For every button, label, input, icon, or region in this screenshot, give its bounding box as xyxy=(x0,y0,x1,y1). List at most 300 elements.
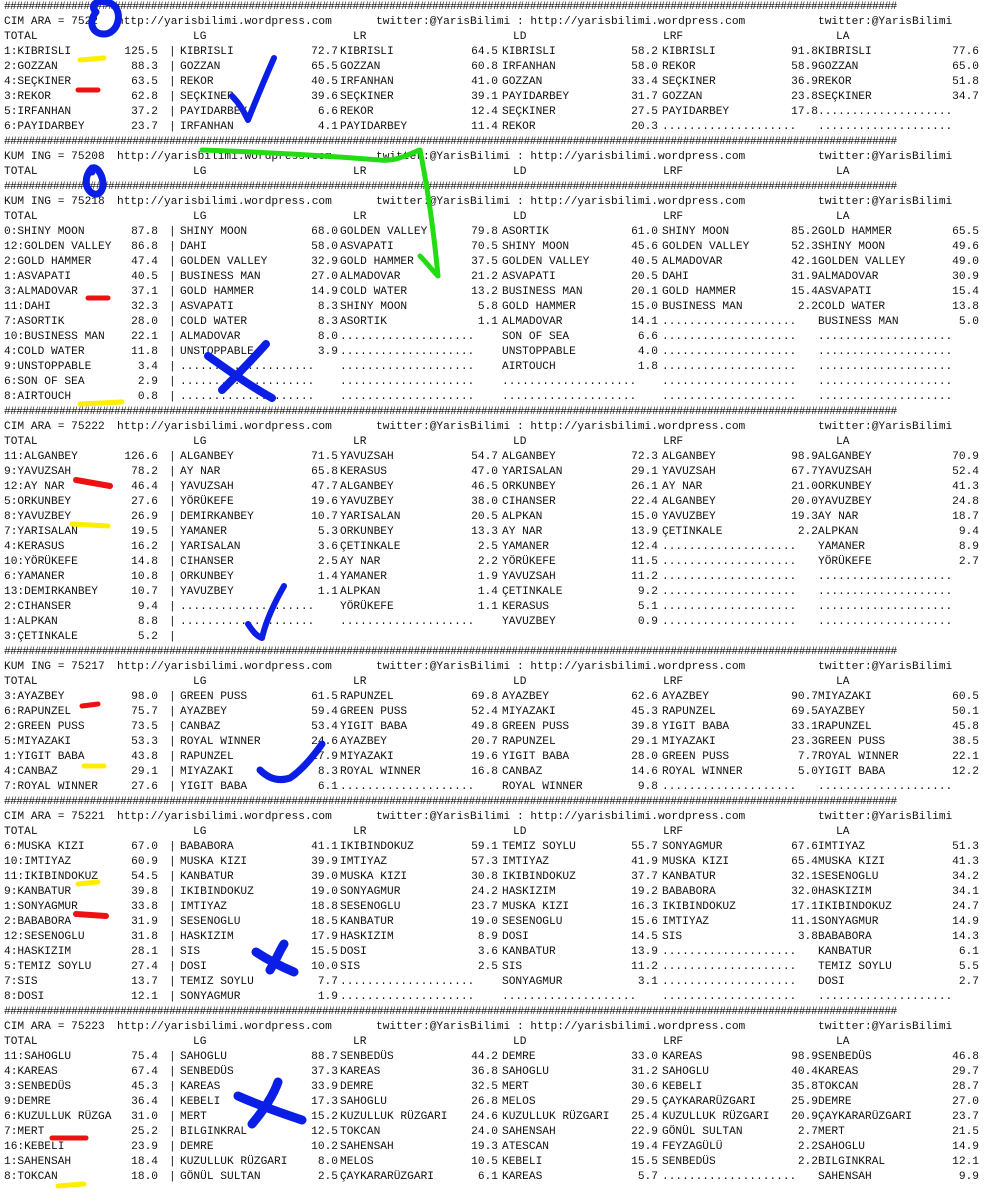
column-divider: | xyxy=(169,691,176,703)
score-value: 49.0 xyxy=(952,256,979,268)
score-value: 12.4 xyxy=(471,106,498,118)
horse-name: SENBEDÜS xyxy=(180,1066,234,1078)
horse-name: .................... xyxy=(340,331,475,343)
twitter-text: twitter:@YarisBilimi : http://yarisbilimi.wordpress.com xyxy=(376,196,746,208)
horse-name: REKOR xyxy=(502,121,536,133)
score-value: 7.7 xyxy=(317,976,338,988)
separator-text: ################################################################################################################################################## xyxy=(4,136,897,148)
horse-name: 10:IMTIYAZ xyxy=(4,856,72,868)
horse-name: YÖRÜKEFE xyxy=(340,601,394,613)
column-header-row xyxy=(4,825,1003,840)
horse-name: ALGANBEY xyxy=(502,451,556,463)
score-value: 8.3 xyxy=(317,766,338,778)
horse-name: ALMADOVAR xyxy=(502,316,563,328)
score-value: 28.1 xyxy=(131,946,158,958)
score-value: 22.1 xyxy=(952,751,979,763)
separator-text: ################################################################################################################################################## xyxy=(4,181,897,193)
score-value: 37.5 xyxy=(471,256,498,268)
horse-name: SEÇKINER xyxy=(662,76,716,88)
score-value: 54.5 xyxy=(131,871,158,883)
score-value: 2.5 xyxy=(317,556,338,568)
score-value: 65.0 xyxy=(952,61,979,73)
column-divider: | xyxy=(169,1126,176,1138)
table-row xyxy=(4,105,1003,120)
column-header: TOTAL xyxy=(4,436,38,448)
horse-name: .................... xyxy=(662,586,797,598)
horse-name: 11:IKIBINDOKUZ xyxy=(4,871,98,883)
score-value: 2.2 xyxy=(797,1141,818,1153)
horse-name: ORKUNBEY xyxy=(502,481,556,493)
score-value: 3.6 xyxy=(317,541,338,553)
column-header: LA xyxy=(836,676,850,688)
horse-name: DOSI xyxy=(340,946,367,958)
horse-name: DEMRE xyxy=(340,1081,374,1093)
horse-name: SEÇKINER xyxy=(180,91,234,103)
horse-name: YAVUZBEY xyxy=(662,511,716,523)
horse-name: 7:ROYAL WINNER xyxy=(4,781,98,793)
column-divider: | xyxy=(169,1156,176,1168)
score-value: 24.0 xyxy=(471,1126,498,1138)
column-header: LRF xyxy=(663,1036,684,1048)
score-value: 32.9 xyxy=(311,256,338,268)
horse-name: .................... xyxy=(818,391,953,403)
horse-name: ASORTIK xyxy=(502,226,549,238)
horse-name: YARISALAN xyxy=(180,541,241,553)
horse-name: DAHI xyxy=(662,271,689,283)
score-value: 27.0 xyxy=(952,1096,979,1108)
score-value: 50.1 xyxy=(952,706,979,718)
score-value: 33.1 xyxy=(791,721,818,733)
score-value: 65.4 xyxy=(791,856,818,868)
table-row xyxy=(4,870,1003,885)
horse-name: KERASUS xyxy=(502,601,549,613)
score-value: 8.3 xyxy=(317,316,338,328)
score-value: 31.9 xyxy=(131,916,158,928)
horse-name: COLD WATER xyxy=(340,286,408,298)
score-value: 29.1 xyxy=(131,766,158,778)
column-header: LR xyxy=(353,676,367,688)
horse-name: GOLD HAMMER xyxy=(818,226,892,238)
table-row xyxy=(4,330,1003,345)
score-value: 45.3 xyxy=(631,706,658,718)
score-value: 19.0 xyxy=(471,916,498,928)
horse-name: ALPKAN xyxy=(340,586,381,598)
horse-name: BILGINKRAL xyxy=(818,1156,886,1168)
horse-name: HASKIZIM xyxy=(180,931,234,943)
horse-name: 5:IRFANHAN xyxy=(4,106,72,118)
horse-name: .................... xyxy=(662,331,797,343)
score-value: 20.7 xyxy=(471,736,498,748)
horse-name: SAHENSAH xyxy=(818,1171,872,1183)
score-value: 49.8 xyxy=(471,721,498,733)
horse-name: .................... xyxy=(818,571,953,583)
horse-name: REKOR xyxy=(662,61,696,73)
score-value: 34.2 xyxy=(952,871,979,883)
score-value: 45.3 xyxy=(131,1081,158,1093)
column-divider: | xyxy=(169,1141,176,1153)
horse-name: KAREAS xyxy=(662,1051,703,1063)
score-value: 29.7 xyxy=(952,1066,979,1078)
column-header: TOTAL xyxy=(4,676,38,688)
score-value: 67.7 xyxy=(791,466,818,478)
score-value: 88.7 xyxy=(311,1051,338,1063)
horse-name: .................... xyxy=(180,601,315,613)
score-value: 5.8 xyxy=(477,301,498,313)
horse-name: YAVUZSAH xyxy=(502,571,556,583)
horse-name: IMTIYAZ xyxy=(502,856,549,868)
score-value: 5.1 xyxy=(637,601,658,613)
horse-name: IMTIYAZ xyxy=(818,841,865,853)
horse-name: YIGIT BABA xyxy=(340,721,408,733)
horse-name: PAYIDARBEY xyxy=(662,106,730,118)
horse-name: SENBEDÜS xyxy=(662,1156,716,1168)
score-value: 98.9 xyxy=(791,1051,818,1063)
horse-name: SIS xyxy=(340,961,361,973)
score-value: 11.8 xyxy=(131,346,158,358)
score-value: 5.2 xyxy=(137,631,158,643)
horse-name: 8:DOSI xyxy=(4,991,45,1003)
score-value: 19.6 xyxy=(311,496,338,508)
score-value: 52.4 xyxy=(471,706,498,718)
score-value: 11.1 xyxy=(791,916,818,928)
score-value: 26.1 xyxy=(631,481,658,493)
horse-name: 0:SHINY MOON xyxy=(4,226,85,238)
table-row xyxy=(4,735,1003,750)
score-value: 18.7 xyxy=(952,511,979,523)
table-row xyxy=(4,300,1003,315)
race-statistics-document xyxy=(4,0,1003,1185)
table-row xyxy=(4,1170,1003,1185)
table-row xyxy=(4,705,1003,720)
horse-name: GOLDEN VALLEY xyxy=(662,241,750,253)
score-value: 30.6 xyxy=(631,1081,658,1093)
score-value: 36.9 xyxy=(791,76,818,88)
score-value: 10.8 xyxy=(131,571,158,583)
horse-name: .................... xyxy=(818,346,953,358)
column-header: LR xyxy=(353,211,367,223)
horse-name: YIGIT BABA xyxy=(502,751,570,763)
horse-name: CIHANSER xyxy=(502,496,556,508)
horse-name: YAMANER xyxy=(818,541,865,553)
column-divider: | xyxy=(169,46,176,58)
table-row xyxy=(4,120,1003,135)
column-header-row xyxy=(4,30,1003,45)
column-header: LD xyxy=(513,436,527,448)
score-value: 2.2 xyxy=(797,301,818,313)
column-header: LRF xyxy=(663,166,684,178)
table-row xyxy=(4,1095,1003,1110)
horse-name: SAHENSAH xyxy=(340,1141,394,1153)
horse-name: ASVAPATI xyxy=(502,271,556,283)
horse-name: KIBRISLI xyxy=(662,46,716,58)
table-row xyxy=(4,60,1003,75)
horse-name: SAHENSAH xyxy=(502,1126,556,1138)
horse-name: YÖRÜKEFE xyxy=(180,496,234,508)
column-header: LD xyxy=(513,31,527,43)
site-url: http://yarisbilimi.wordpress.com xyxy=(117,196,332,208)
table-row xyxy=(4,465,1003,480)
horse-name: .................... xyxy=(340,391,475,403)
horse-name: BUSINESS MAN xyxy=(662,301,743,313)
score-value: 31.8 xyxy=(131,931,158,943)
score-value: 36.8 xyxy=(471,1066,498,1078)
horse-name: .................... xyxy=(818,376,953,388)
score-value: 20.1 xyxy=(631,286,658,298)
horse-name: ASVAPATI xyxy=(340,241,394,253)
score-value: 57.3 xyxy=(471,856,498,868)
horse-name: GOLDEN VALLEY xyxy=(340,226,428,238)
twitter-text: twitter:@YarisBilimi xyxy=(818,421,953,433)
horse-name: 4:SEÇKINER xyxy=(4,76,72,88)
column-header: LD xyxy=(513,826,527,838)
score-value: 13.9 xyxy=(631,946,658,958)
horse-name: ÇETINKALE xyxy=(502,586,563,598)
score-value: 62.8 xyxy=(131,91,158,103)
horse-name: 8:YAVUZBEY xyxy=(4,511,72,523)
score-value: 3.1 xyxy=(637,976,658,988)
horse-name: 7:YARISALAN xyxy=(4,526,78,538)
score-value: 13.3 xyxy=(471,526,498,538)
site-url: http://yarisbilimi.wordpress.com xyxy=(117,421,332,433)
score-value: 28.7 xyxy=(952,1081,979,1093)
score-value: 15.4 xyxy=(791,286,818,298)
table-row xyxy=(4,45,1003,60)
score-value: 20.5 xyxy=(631,271,658,283)
score-value: 1.4 xyxy=(317,571,338,583)
horse-name: .................... xyxy=(818,781,953,793)
horse-name: 4:KERASUS xyxy=(4,541,65,553)
column-divider: | xyxy=(169,586,176,598)
score-value: 46.8 xyxy=(952,1051,979,1063)
horse-name: .................... xyxy=(662,556,797,568)
score-value: 0.9 xyxy=(637,616,658,628)
separator-text: ################################################################################################################################################## xyxy=(4,1,897,13)
score-value: 37.2 xyxy=(131,106,158,118)
score-value: 28.0 xyxy=(131,316,158,328)
score-value: 5.0 xyxy=(797,766,818,778)
score-value: 8.3 xyxy=(317,301,338,313)
horse-name: 3:AYAZBEY xyxy=(4,691,65,703)
score-value: 25.2 xyxy=(131,1126,158,1138)
table-row xyxy=(4,780,1003,795)
table-row xyxy=(4,510,1003,525)
horse-name: .................... xyxy=(180,616,315,628)
score-value: 59.1 xyxy=(471,841,498,853)
score-value: 22.9 xyxy=(631,1126,658,1138)
score-value: 23.7 xyxy=(952,1111,979,1123)
table-row xyxy=(4,90,1003,105)
horse-name: .................... xyxy=(502,991,637,1003)
horse-name: SESENOGLU xyxy=(340,901,401,913)
score-value: 13.2 xyxy=(471,286,498,298)
horse-name: KIBRISLI xyxy=(818,46,872,58)
horse-name: .................... xyxy=(662,376,797,388)
column-header: LA xyxy=(836,166,850,178)
horse-name: 4:KAREAS xyxy=(4,1066,58,1078)
horse-name: 12:AY NAR xyxy=(4,481,65,493)
column-header: TOTAL xyxy=(4,826,38,838)
table-row xyxy=(4,945,1003,960)
score-value: 125.5 xyxy=(124,46,158,58)
score-value: 90.7 xyxy=(791,691,818,703)
horse-name: IKIBINDOKUZ xyxy=(662,901,736,913)
race-header xyxy=(4,1020,1003,1035)
horse-name: ASVAPATI xyxy=(818,286,872,298)
score-value: 41.3 xyxy=(952,481,979,493)
horse-name: GÖNÜL SULTAN xyxy=(662,1126,743,1138)
horse-name: COLD WATER xyxy=(818,301,886,313)
column-divider: | xyxy=(169,76,176,88)
score-value: 23.7 xyxy=(131,121,158,133)
horse-name: GREEN PUSS xyxy=(180,691,248,703)
table-row xyxy=(4,900,1003,915)
score-value: 22.4 xyxy=(631,496,658,508)
horse-name: SIS xyxy=(502,961,523,973)
score-value: 64.5 xyxy=(471,46,498,58)
score-value: 39.9 xyxy=(311,856,338,868)
score-value: 32.3 xyxy=(131,301,158,313)
horse-name: SESENOGLU xyxy=(180,916,241,928)
horse-name: ROYAL WINNER xyxy=(340,766,421,778)
column-divider: | xyxy=(169,256,176,268)
race-code: CIM ARA = 7522 xyxy=(4,16,98,28)
horse-name: 6:PAYIDARBEY xyxy=(4,121,85,133)
column-divider: | xyxy=(169,1111,176,1123)
column-header: LD xyxy=(513,211,527,223)
score-value: 49.6 xyxy=(952,241,979,253)
horse-name: PAYIDARBEY xyxy=(180,106,248,118)
score-value: 70.9 xyxy=(952,451,979,463)
column-divider: | xyxy=(169,1081,176,1093)
table-row xyxy=(4,615,1003,630)
horse-name: SONYAGMUR xyxy=(818,916,879,928)
score-value: 5.0 xyxy=(958,316,979,328)
horse-name: 10:BUSINESS MAN xyxy=(4,331,105,343)
horse-name: AIRTOUCH xyxy=(502,361,556,373)
horse-name: KUZULLUK RÜZGARI xyxy=(662,1111,770,1123)
horse-name: ALGANBEY xyxy=(662,496,716,508)
column-divider: | xyxy=(169,631,176,643)
score-value: 20.9 xyxy=(791,1111,818,1123)
twitter-text: twitter:@YarisBilimi xyxy=(818,661,953,673)
score-value: 2.9 xyxy=(137,376,158,388)
horse-name: 5:ORKUNBEY xyxy=(4,496,72,508)
score-value: 3.9 xyxy=(317,346,338,358)
column-divider: | xyxy=(169,91,176,103)
horse-name: IMTIYAZ xyxy=(340,856,387,868)
score-value: 19.6 xyxy=(471,751,498,763)
column-divider: | xyxy=(169,991,176,1003)
table-row xyxy=(4,540,1003,555)
horse-name: PAYIDARBEY xyxy=(340,121,408,133)
score-value: 65.8 xyxy=(311,466,338,478)
score-value: 17.3 xyxy=(311,1096,338,1108)
score-value: 28.0 xyxy=(631,751,658,763)
horse-name: ÇAYKARARÜZGARI xyxy=(340,1171,434,1183)
score-value: 46.5 xyxy=(471,481,498,493)
score-value: 34.7 xyxy=(952,91,979,103)
separator-text: ################################################################################################################################################## xyxy=(4,1006,897,1018)
horse-name: GOLDEN VALLEY xyxy=(502,256,590,268)
horse-name: MIYAZAKI xyxy=(502,706,556,718)
score-value: 58.9 xyxy=(791,61,818,73)
score-value: 62.6 xyxy=(631,691,658,703)
score-value: 98.9 xyxy=(791,451,818,463)
column-divider: | xyxy=(169,721,176,733)
horse-name: KANBATUR xyxy=(662,871,716,883)
horse-name: KAREAS xyxy=(502,1171,543,1183)
column-header: TOTAL xyxy=(4,1036,38,1048)
horse-name: SENBEDÜS xyxy=(818,1051,872,1063)
score-value: 5.7 xyxy=(637,1171,658,1183)
score-value: 41.1 xyxy=(311,841,338,853)
horse-name: YARISALAN xyxy=(340,511,401,523)
score-value: 67.4 xyxy=(131,1066,158,1078)
score-value: 72.3 xyxy=(631,451,658,463)
score-value: 32.1 xyxy=(791,871,818,883)
score-value: 0.8 xyxy=(137,391,158,403)
column-header: LR xyxy=(353,166,367,178)
score-value: 12.1 xyxy=(952,1156,979,1168)
score-value: 20.3 xyxy=(631,121,658,133)
column-divider: | xyxy=(169,1096,176,1108)
horse-name: 8:AIRTOUCH xyxy=(4,391,72,403)
score-value: 2.2 xyxy=(797,526,818,538)
table-row xyxy=(4,600,1003,615)
column-divider: | xyxy=(169,1066,176,1078)
race-code: KUM ING = 75218 xyxy=(4,196,105,208)
horse-name: KANBATUR xyxy=(818,946,872,958)
twitter-text: twitter:@YarisBilimi : http://yarisbilimi.wordpress.com xyxy=(376,16,746,28)
table-row xyxy=(4,555,1003,570)
score-value: 2.7 xyxy=(958,556,979,568)
score-value: 9.4 xyxy=(958,526,979,538)
horse-name: 9:DEMRE xyxy=(4,1096,51,1108)
column-header-row xyxy=(4,210,1003,225)
horse-name: MIYAZAKI xyxy=(818,691,872,703)
table-row xyxy=(4,315,1003,330)
table-row xyxy=(4,525,1003,540)
horse-name: 1:SAHENSAH xyxy=(4,1156,72,1168)
horse-name: 3:REKOR xyxy=(4,91,51,103)
score-value: 2.5 xyxy=(477,541,498,553)
horse-name: YIGIT BABA xyxy=(818,766,886,778)
horse-name: AY NAR xyxy=(180,466,221,478)
separator-line xyxy=(4,0,1003,15)
column-header: LG xyxy=(193,826,207,838)
column-divider: | xyxy=(169,1171,176,1183)
score-value: 13.9 xyxy=(631,526,658,538)
score-value: 18.8 xyxy=(311,901,338,913)
horse-name: ROYAL WINNER xyxy=(180,736,261,748)
score-value: 19.0 xyxy=(311,886,338,898)
horse-name: .................... xyxy=(662,121,797,133)
score-value: 24.7 xyxy=(952,901,979,913)
horse-name: KAREAS xyxy=(818,1066,859,1078)
horse-name: .................... xyxy=(818,601,953,613)
horse-name: AYAZBEY xyxy=(818,706,865,718)
score-value: 23.9 xyxy=(131,1141,158,1153)
horse-name: SEÇKINER xyxy=(502,106,556,118)
horse-name: ROYAL WINNER xyxy=(818,751,899,763)
horse-name: GOZZAN xyxy=(502,76,543,88)
horse-name: TOKCAN xyxy=(340,1126,381,1138)
horse-name: .................... xyxy=(662,976,797,988)
horse-name: ALGANBEY xyxy=(662,451,716,463)
score-value: 47.0 xyxy=(471,466,498,478)
table-row xyxy=(4,750,1003,765)
column-header: LD xyxy=(513,166,527,178)
